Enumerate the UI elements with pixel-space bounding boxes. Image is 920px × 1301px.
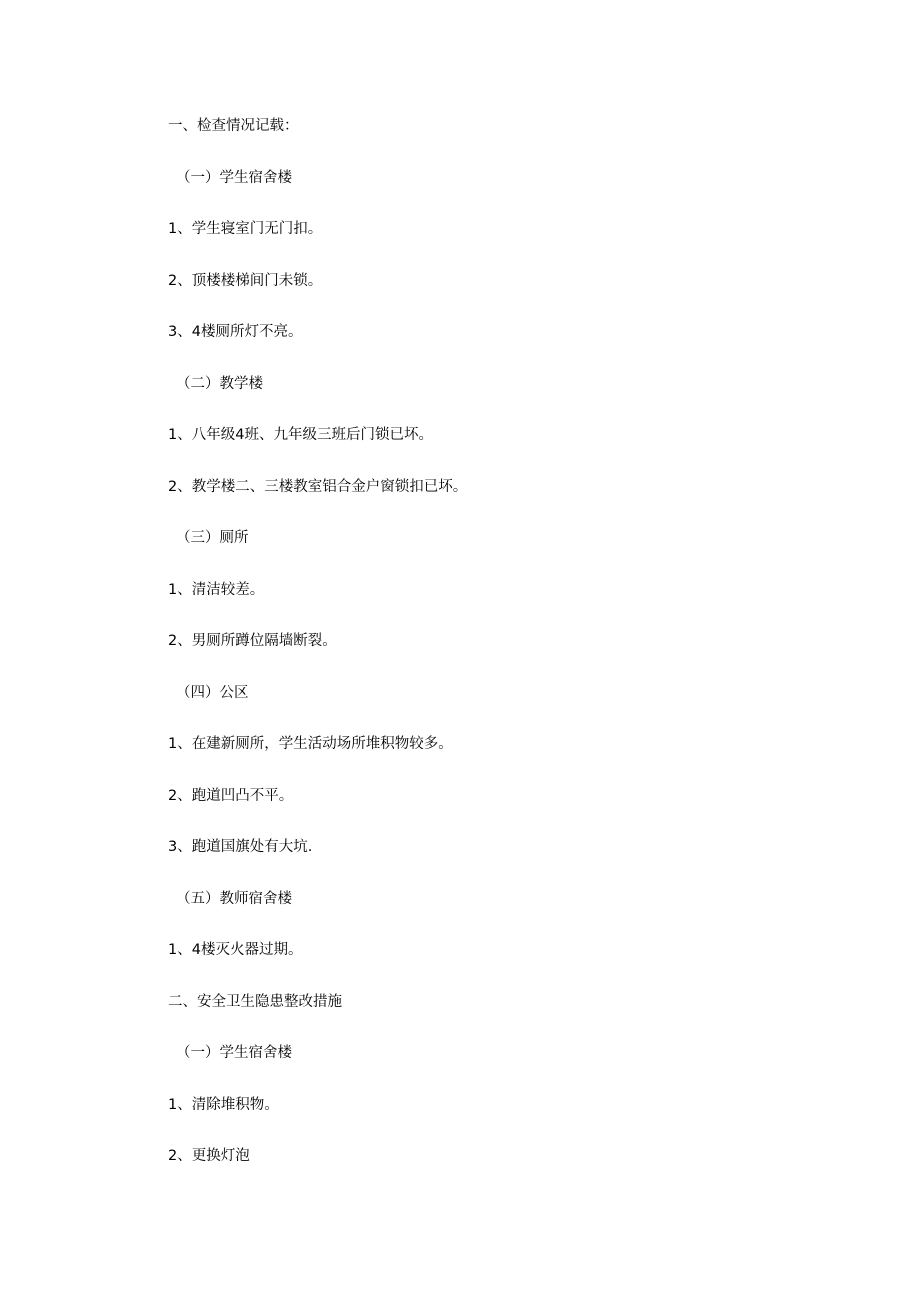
- subheading-toilets: （三）厕所: [176, 530, 249, 546]
- section-heading-rectification-measures: 二、安全卫生隐患整改措施: [168, 994, 342, 1010]
- list-item: 1、八年级4班、九年级三班后门锁已坏。: [168, 427, 433, 443]
- subheading-teacher-dormitory: （五）教师宿舍楼: [176, 891, 292, 907]
- list-item: 2、更换灯泡: [168, 1148, 250, 1164]
- list-item: 1、清洁较差。: [168, 582, 265, 598]
- list-item: 1、清除堆积物。: [168, 1097, 279, 1113]
- list-item: 2、跑道凹凸不平。: [168, 788, 294, 804]
- list-item: 2、教学楼二、三楼教室铝合金户窗锁扣已坏。: [168, 479, 468, 495]
- subheading-student-dormitory: （一）学生宿舍楼: [176, 170, 292, 186]
- subheading-teaching-building: （二）教学楼: [176, 376, 263, 392]
- list-item: 3、4楼厕所灯不亮。: [168, 324, 303, 340]
- list-item: 1、学生寝室门无门扣。: [168, 221, 323, 237]
- list-item: 2、顶楼楼梯间门未锁。: [168, 273, 323, 289]
- list-item: 1、在建新厕所，学生活动场所堆积物较多。: [168, 736, 453, 752]
- subheading-student-dormitory: （一）学生宿舍楼: [176, 1045, 292, 1061]
- subheading-public-area: （四）公区: [176, 685, 249, 701]
- list-item: 2、男厕所蹲位隔墙断裂。: [168, 633, 337, 649]
- list-item: 3、跑道国旗处有大坑.: [168, 839, 313, 855]
- list-item: 1、4楼灭火器过期。: [168, 942, 303, 958]
- section-heading-inspection-record: 一、检查情况记载：: [168, 118, 299, 134]
